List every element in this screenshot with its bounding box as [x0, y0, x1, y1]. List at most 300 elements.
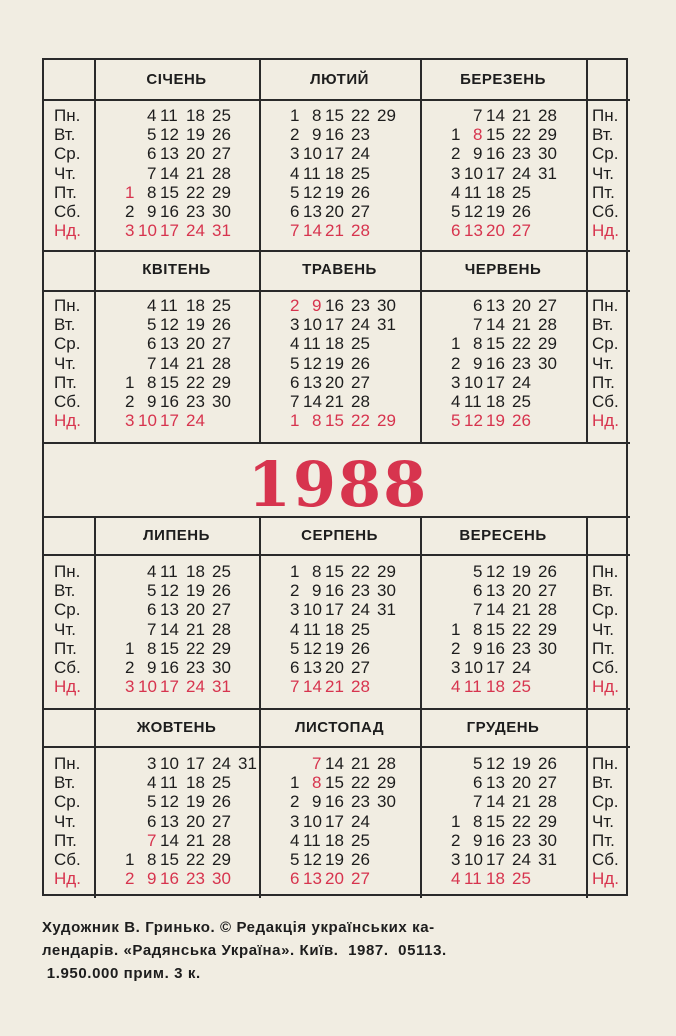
day-number: 14: [486, 106, 505, 125]
day-number: 16: [325, 792, 344, 812]
day-number: 26: [538, 562, 557, 581]
day-number: 30: [377, 792, 396, 812]
weekday-label: Ср.: [54, 600, 81, 620]
month-name: СІЧЕНЬ: [146, 71, 207, 88]
day-number: 7: [147, 619, 157, 639]
weekday-label: Пт.: [592, 182, 615, 202]
day-number: 4: [290, 830, 300, 850]
day-number: 19: [186, 315, 205, 335]
day-number: 19: [512, 562, 531, 581]
day-number: 7: [147, 353, 157, 373]
day-number: 2: [290, 125, 300, 145]
day-number: 18: [325, 830, 344, 850]
day-number: 12: [303, 638, 322, 658]
day-number: 30: [377, 296, 396, 315]
day-number: 19: [325, 850, 344, 869]
day-number: 5: [147, 581, 157, 601]
day-number: 7: [473, 106, 483, 125]
weekday-label: Вт.: [54, 773, 76, 793]
row-divider: [44, 99, 630, 101]
month-name: СЕРПЕНЬ: [301, 527, 378, 544]
day-number: 8: [147, 372, 157, 392]
day-number: 25: [351, 830, 370, 850]
day-number: 12: [303, 182, 322, 202]
day-number: 20: [186, 811, 205, 831]
day-number: 17: [186, 754, 205, 773]
weekday-label: Нд.: [592, 677, 619, 697]
day-number: 14: [303, 392, 322, 411]
day-number: 25: [351, 163, 370, 183]
column-divider: [586, 516, 588, 898]
day-number: 23: [351, 296, 370, 315]
day-number: 3: [451, 163, 461, 183]
weekday-label: Ср.: [54, 334, 81, 354]
day-number: 30: [538, 144, 557, 164]
day-number: 11: [160, 106, 178, 125]
day-number: 21: [186, 619, 205, 639]
weekday-label: Пт.: [54, 372, 77, 392]
day-number: 5: [147, 315, 157, 335]
weekday-label: Нд.: [54, 221, 81, 241]
day-number: 4: [147, 106, 157, 125]
day-number: 16: [486, 830, 505, 850]
day-number: 26: [212, 581, 231, 601]
day-number: 3: [125, 411, 135, 431]
day-number: 28: [212, 163, 231, 183]
weekday-label: Сб.: [54, 202, 81, 221]
day-number: 27: [212, 144, 231, 164]
weekday-label: Вт.: [592, 125, 614, 145]
day-number: 10: [464, 372, 483, 392]
day-number: 15: [486, 125, 505, 145]
row-divider: [44, 442, 630, 444]
day-number: 9: [473, 638, 483, 658]
day-number: 24: [351, 811, 370, 831]
day-number: 3: [125, 221, 135, 241]
month-name: ЧЕРВЕНЬ: [464, 261, 542, 278]
day-number: 6: [290, 202, 300, 221]
day-number: 3: [147, 754, 157, 773]
day-number: 12: [303, 850, 322, 869]
day-number: 21: [186, 830, 205, 850]
row-divider: [44, 708, 630, 710]
day-number: 13: [160, 334, 179, 354]
day-number: 8: [473, 811, 483, 831]
row-divider: [44, 250, 630, 252]
day-number: 28: [351, 221, 370, 241]
day-number: 28: [538, 792, 557, 812]
day-number: 11: [464, 392, 482, 411]
weekday-label: Пн.: [592, 296, 619, 315]
day-number: 6: [473, 581, 483, 601]
day-number: 18: [486, 677, 505, 697]
day-number: 27: [538, 773, 557, 793]
day-number: 20: [512, 581, 531, 601]
day-number: 24: [351, 315, 370, 335]
day-number: 16: [160, 392, 179, 411]
day-number: 23: [512, 638, 531, 658]
day-number: 9: [147, 392, 157, 411]
day-number: 20: [512, 296, 531, 315]
day-number: 17: [160, 411, 179, 431]
day-number: 4: [451, 677, 461, 697]
weekday-label: Нд.: [54, 869, 81, 889]
weekday-label: Пн.: [592, 562, 619, 581]
day-number: 24: [186, 677, 205, 697]
day-number: 30: [212, 869, 231, 889]
month-name: ГРУДЕНЬ: [466, 719, 540, 736]
day-number: 19: [325, 638, 344, 658]
day-number: 1: [451, 811, 461, 831]
day-number: 6: [473, 773, 483, 793]
day-number: 1: [290, 106, 300, 125]
day-number: 16: [160, 202, 179, 221]
day-number: 25: [351, 334, 370, 354]
day-number: 6: [290, 372, 300, 392]
day-number: 23: [186, 869, 205, 889]
day-number: 8: [147, 850, 157, 869]
day-number: 22: [351, 773, 370, 793]
day-number: 28: [538, 600, 557, 620]
day-number: 1: [290, 773, 300, 793]
day-number: 12: [464, 411, 483, 431]
weekday-label: Сб.: [54, 392, 81, 411]
day-number: 25: [212, 562, 231, 581]
day-number: 18: [325, 334, 344, 354]
day-number: 10: [138, 677, 157, 697]
day-number: 26: [351, 182, 370, 202]
day-number: 7: [312, 754, 322, 773]
day-number: 11: [464, 677, 482, 697]
day-number: 30: [212, 658, 231, 677]
day-number: 25: [212, 296, 231, 315]
day-number: 2: [451, 830, 461, 850]
weekday-label: Чт.: [592, 811, 614, 831]
day-number: 15: [160, 372, 179, 392]
day-number: 9: [312, 792, 322, 812]
day-number: 15: [325, 562, 344, 581]
day-number: 10: [138, 411, 157, 431]
day-number: 6: [473, 296, 483, 315]
day-number: 21: [512, 106, 531, 125]
day-number: 6: [147, 600, 157, 620]
day-number: 9: [147, 658, 157, 677]
day-number: 23: [512, 144, 531, 164]
day-number: 8: [473, 619, 483, 639]
day-number: 20: [186, 334, 205, 354]
column-divider: [420, 516, 422, 898]
day-number: 8: [312, 411, 322, 431]
weekday-label: Сб.: [592, 202, 619, 221]
day-number: 30: [377, 581, 396, 601]
day-number: 8: [473, 125, 483, 145]
weekday-label: Сб.: [54, 850, 81, 869]
day-number: 23: [351, 792, 370, 812]
day-number: 25: [351, 619, 370, 639]
day-number: 16: [160, 658, 179, 677]
day-number: 24: [186, 411, 205, 431]
day-number: 21: [351, 754, 370, 773]
day-number: 9: [312, 581, 322, 601]
day-number: 13: [464, 221, 483, 241]
day-number: 29: [212, 638, 231, 658]
weekday-label: Ср.: [592, 144, 619, 164]
day-number: 5: [451, 411, 461, 431]
day-number: 12: [160, 315, 179, 335]
weekday-label: Пн.: [54, 296, 81, 315]
day-number: 13: [303, 372, 322, 392]
day-number: 18: [325, 619, 344, 639]
day-number: 6: [147, 811, 157, 831]
day-number: 31: [238, 754, 257, 773]
weekday-label: Пт.: [54, 638, 77, 658]
day-number: 27: [212, 600, 231, 620]
day-number: 23: [186, 392, 205, 411]
day-number: 5: [147, 792, 157, 812]
day-number: 6: [451, 221, 461, 241]
day-number: 29: [377, 106, 396, 125]
day-number: 15: [486, 619, 505, 639]
day-number: 21: [325, 392, 344, 411]
day-number: 7: [290, 677, 300, 697]
day-number: 30: [212, 202, 231, 221]
day-number: 26: [351, 353, 370, 373]
weekday-label: Нд.: [54, 677, 81, 697]
day-number: 25: [212, 773, 231, 793]
day-number: 24: [512, 163, 531, 183]
day-number: 29: [538, 811, 557, 831]
day-number: 12: [160, 792, 179, 812]
weekday-label: Чт.: [592, 619, 614, 639]
day-number: 2: [451, 353, 461, 373]
day-number: 6: [147, 144, 157, 164]
day-number: 1: [290, 411, 300, 431]
weekday-label: Пт.: [54, 830, 77, 850]
day-number: 7: [147, 830, 157, 850]
day-number: 14: [303, 677, 322, 697]
day-number: 31: [212, 221, 231, 241]
day-number: 5: [147, 125, 157, 145]
day-number: 8: [473, 334, 483, 354]
row-divider: [44, 554, 630, 556]
day-number: 13: [303, 202, 322, 221]
day-number: 19: [186, 581, 205, 601]
day-number: 30: [538, 353, 557, 373]
weekday-label: Чт.: [54, 163, 76, 183]
day-number: 17: [486, 850, 505, 869]
day-number: 13: [486, 296, 505, 315]
day-number: 23: [351, 125, 370, 145]
day-number: 29: [538, 125, 557, 145]
weekday-label: Пт.: [592, 638, 615, 658]
day-number: 28: [538, 315, 557, 335]
month-name: ЖОВТЕНЬ: [136, 719, 217, 736]
weekday-label: Ср.: [54, 792, 81, 812]
day-number: 19: [186, 792, 205, 812]
day-number: 17: [160, 677, 179, 697]
weekday-label: Чт.: [54, 353, 76, 373]
day-number: 12: [160, 581, 179, 601]
day-number: 5: [473, 754, 483, 773]
day-number: 22: [186, 850, 205, 869]
day-number: 18: [186, 562, 205, 581]
month-name: ВЕРЕСЕНЬ: [459, 527, 547, 544]
day-number: 30: [538, 830, 557, 850]
day-number: 16: [486, 144, 505, 164]
day-number: 19: [512, 754, 531, 773]
day-number: 12: [464, 202, 483, 221]
day-number: 5: [290, 638, 300, 658]
day-number: 16: [486, 638, 505, 658]
day-number: 25: [512, 677, 531, 697]
day-number: 10: [303, 811, 322, 831]
day-number: 18: [186, 773, 205, 793]
day-number: 17: [486, 163, 505, 183]
day-number: 7: [473, 315, 483, 335]
day-number: 26: [538, 754, 557, 773]
day-number: 26: [212, 792, 231, 812]
day-number: 3: [125, 677, 135, 697]
weekday-label: Вт.: [54, 315, 76, 335]
day-number: 5: [290, 353, 300, 373]
day-number: 4: [451, 182, 461, 202]
day-number: 1: [451, 619, 461, 639]
day-number: 14: [486, 315, 505, 335]
day-number: 9: [147, 869, 157, 889]
day-number: 14: [325, 754, 344, 773]
day-number: 23: [512, 830, 531, 850]
day-number: 20: [186, 144, 205, 164]
day-number: 14: [303, 221, 322, 241]
weekday-label: Вт.: [592, 773, 614, 793]
day-number: 17: [325, 144, 344, 164]
weekday-label: Сб.: [54, 658, 81, 677]
day-number: 3: [290, 600, 300, 620]
day-number: 29: [212, 850, 231, 869]
day-number: 21: [325, 221, 344, 241]
day-number: 19: [325, 353, 344, 373]
day-number: 18: [486, 182, 505, 202]
day-number: 25: [512, 869, 531, 889]
day-number: 14: [160, 619, 179, 639]
day-number: 3: [290, 811, 300, 831]
day-number: 16: [486, 353, 505, 373]
day-number: 22: [512, 619, 531, 639]
day-number: 11: [464, 869, 482, 889]
day-number: 30: [538, 638, 557, 658]
day-number: 2: [125, 869, 135, 889]
day-number: 1: [451, 125, 461, 145]
day-number: 14: [160, 830, 179, 850]
footer-line-3: 1.950.000 прим. 3 к.: [42, 965, 201, 982]
day-number: 20: [486, 221, 505, 241]
day-number: 11: [464, 182, 482, 202]
day-number: 9: [312, 125, 322, 145]
day-number: 9: [312, 296, 322, 315]
day-number: 26: [512, 411, 531, 431]
day-number: 22: [186, 372, 205, 392]
day-number: 14: [486, 600, 505, 620]
day-number: 27: [351, 869, 370, 889]
day-number: 16: [325, 125, 344, 145]
weekday-label: Пт.: [54, 182, 77, 202]
weekday-label: Ср.: [592, 792, 619, 812]
day-number: 24: [512, 850, 531, 869]
day-number: 13: [160, 144, 179, 164]
day-number: 8: [312, 562, 322, 581]
day-number: 11: [303, 334, 321, 354]
day-number: 8: [147, 182, 157, 202]
day-number: 10: [464, 658, 483, 677]
day-number: 1: [125, 850, 135, 869]
day-number: 2: [125, 202, 135, 221]
day-number: 3: [451, 850, 461, 869]
weekday-label: Чт.: [54, 619, 76, 639]
day-number: 11: [303, 619, 321, 639]
day-number: 22: [351, 106, 370, 125]
day-number: 12: [486, 754, 505, 773]
day-number: 21: [512, 792, 531, 812]
day-number: 4: [290, 334, 300, 354]
day-number: 12: [486, 562, 505, 581]
day-number: 5: [290, 182, 300, 202]
weekday-label: Нд.: [54, 411, 81, 431]
day-number: 9: [147, 202, 157, 221]
day-number: 15: [325, 773, 344, 793]
day-number: 13: [486, 581, 505, 601]
month-name: ЛИПЕНЬ: [143, 527, 210, 544]
day-number: 10: [464, 850, 483, 869]
footer-line-2: лендарів. «Радянська Україна». Київ. 1987. 05113.: [42, 942, 447, 959]
day-number: 10: [303, 315, 322, 335]
day-number: 1: [125, 372, 135, 392]
day-number: 5: [473, 562, 483, 581]
day-number: 10: [303, 144, 322, 164]
footer-line-1: Художник В. Гринько. © Редакція українських ка-: [42, 919, 435, 936]
day-number: 26: [212, 315, 231, 335]
day-number: 15: [325, 411, 344, 431]
weekday-label: Чт.: [54, 811, 76, 831]
day-number: 16: [325, 581, 344, 601]
day-number: 10: [303, 600, 322, 620]
weekday-label: Нд.: [592, 869, 619, 889]
weekday-label: Вт.: [54, 581, 76, 601]
day-number: 28: [212, 619, 231, 639]
day-number: 31: [377, 600, 396, 620]
day-number: 11: [303, 163, 321, 183]
day-number: 28: [351, 392, 370, 411]
day-number: 2: [125, 658, 135, 677]
day-number: 10: [138, 221, 157, 241]
day-number: 21: [512, 315, 531, 335]
day-number: 26: [351, 638, 370, 658]
day-number: 2: [451, 144, 461, 164]
day-number: 4: [290, 619, 300, 639]
day-number: 24: [512, 372, 531, 392]
day-number: 6: [147, 334, 157, 354]
day-number: 22: [351, 562, 370, 581]
column-divider: [94, 516, 96, 898]
month-name: КВІТЕНЬ: [142, 261, 211, 278]
day-number: 11: [160, 562, 178, 581]
day-number: 13: [303, 869, 322, 889]
day-number: 23: [512, 353, 531, 373]
weekday-label: Пн.: [592, 754, 619, 773]
weekday-label: Ср.: [592, 334, 619, 354]
month-name: ЛЮТИЙ: [310, 71, 369, 88]
day-number: 16: [325, 296, 344, 315]
day-number: 13: [486, 773, 505, 793]
